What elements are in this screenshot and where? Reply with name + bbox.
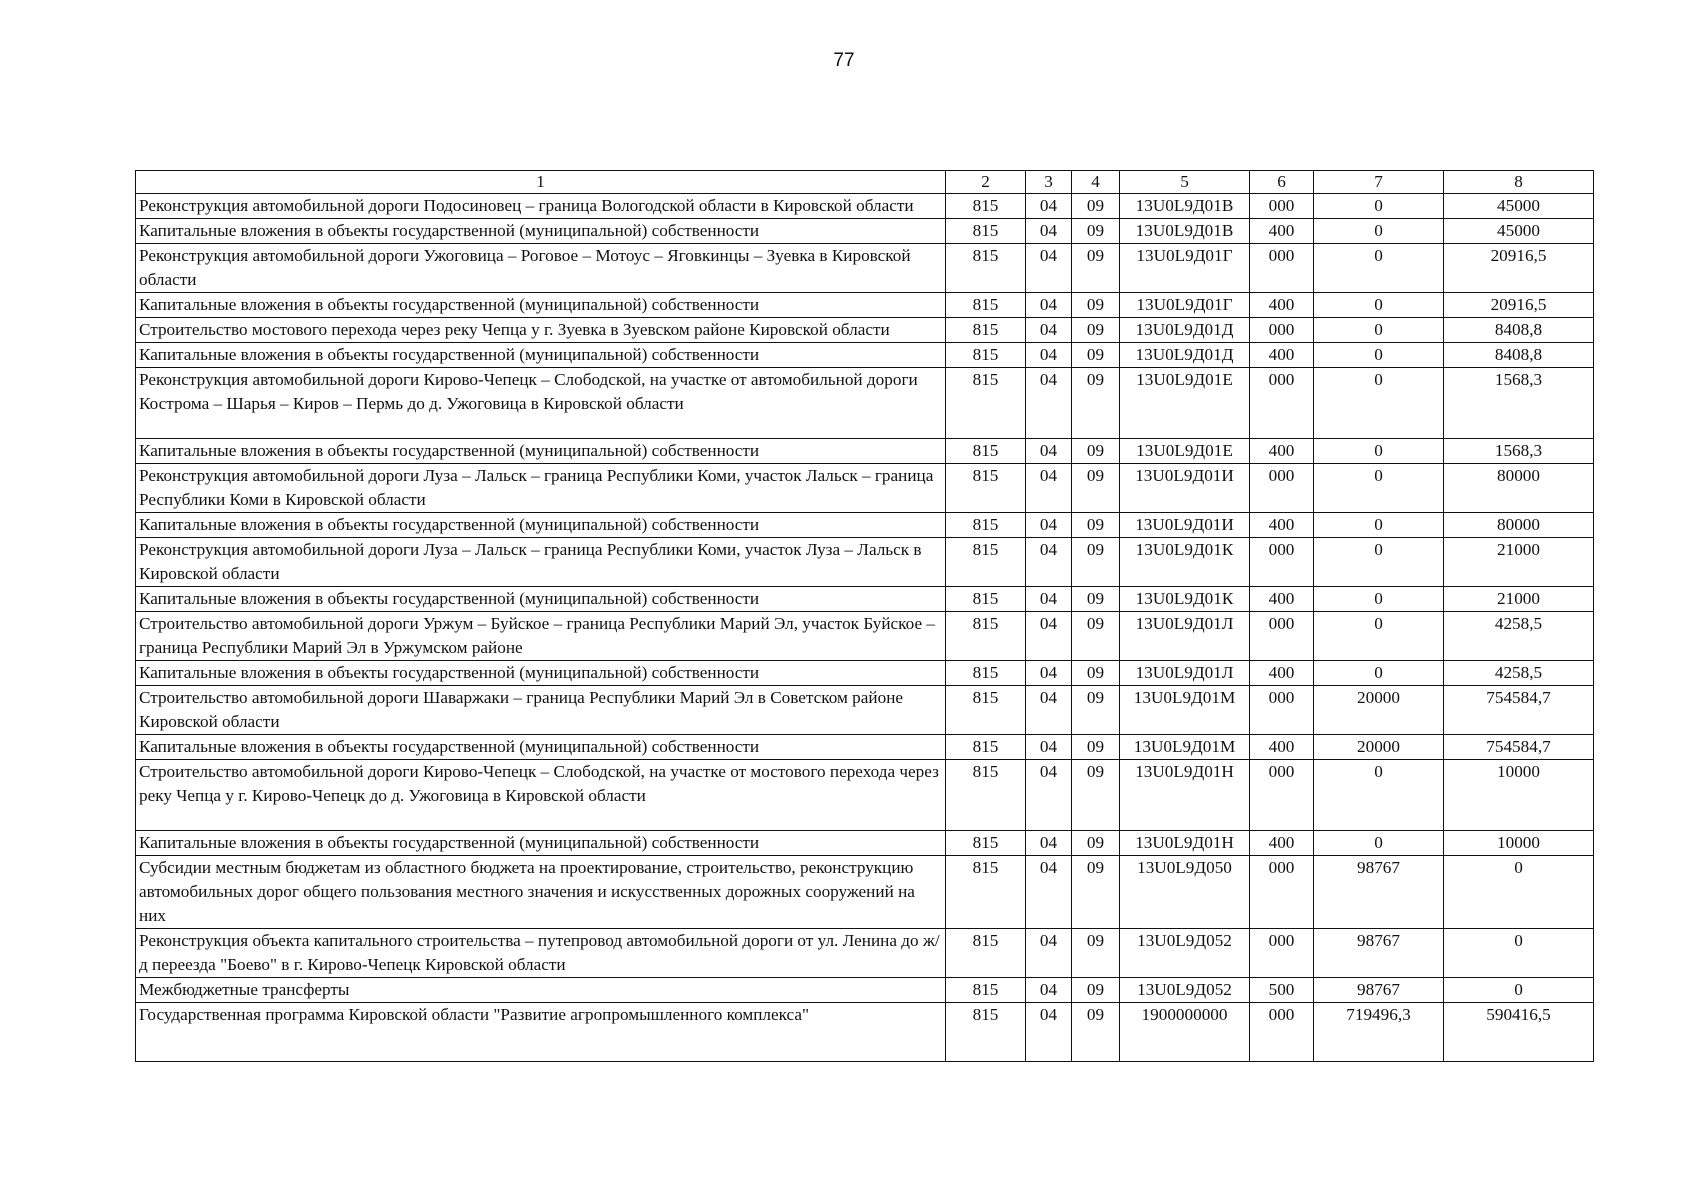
cell-col-5: 13U0L9Д01Г bbox=[1120, 244, 1250, 293]
row-description: Межбюджетные трансферты bbox=[136, 978, 946, 1003]
cell-col-8: 1568,3 bbox=[1444, 368, 1594, 439]
cell-col-5: 13U0L9Д01Н bbox=[1120, 831, 1250, 856]
cell-col-5: 13U0L9Д052 bbox=[1120, 978, 1250, 1003]
cell-col-3: 04 bbox=[1026, 978, 1072, 1003]
cell-col-6: 000 bbox=[1250, 1003, 1314, 1062]
header-row bbox=[136, 171, 1594, 194]
cell-col-8: 754584,7 bbox=[1444, 735, 1594, 760]
cell-col-7: 0 bbox=[1314, 368, 1444, 439]
cell-col-8: 21000 bbox=[1444, 587, 1594, 612]
cell-col-7: 0 bbox=[1314, 194, 1444, 219]
table-row bbox=[136, 1003, 1594, 1062]
table-row bbox=[136, 368, 1594, 439]
cell-col-4: 09 bbox=[1072, 513, 1120, 538]
cell-col-8: 1568,3 bbox=[1444, 439, 1594, 464]
cell-col-8: 80000 bbox=[1444, 464, 1594, 513]
header-cell: 1 bbox=[136, 171, 946, 194]
cell-col-4: 09 bbox=[1072, 612, 1120, 661]
cell-col-5: 13U0L9Д01В bbox=[1120, 219, 1250, 244]
table-row bbox=[136, 343, 1594, 368]
cell-col-8: 4258,5 bbox=[1444, 661, 1594, 686]
row-description: Реконструкция автомобильной дороги Кирово-Чепецк – Слободской, на участке от автомобильной дороги Кострома – Шарья – Киров – Пермь до д. Ужоговица в Кировской области bbox=[136, 368, 946, 439]
budget-table bbox=[135, 170, 1594, 1062]
cell-col-3: 04 bbox=[1026, 219, 1072, 244]
cell-col-7: 0 bbox=[1314, 244, 1444, 293]
table-row bbox=[136, 978, 1594, 1003]
cell-col-3: 04 bbox=[1026, 194, 1072, 219]
cell-col-8: 754584,7 bbox=[1444, 686, 1594, 735]
cell-col-7: 98767 bbox=[1314, 929, 1444, 978]
table-row bbox=[136, 318, 1594, 343]
cell-col-3: 04 bbox=[1026, 587, 1072, 612]
cell-col-2: 815 bbox=[946, 612, 1026, 661]
row-description: Реконструкция автомобильной дороги Луза – Лальск – граница Республики Коми, участок Лальск – граница Республики Коми в Кировской области bbox=[136, 464, 946, 513]
cell-col-3: 04 bbox=[1026, 368, 1072, 439]
cell-col-6: 400 bbox=[1250, 293, 1314, 318]
cell-col-6: 500 bbox=[1250, 978, 1314, 1003]
table-row bbox=[136, 831, 1594, 856]
cell-col-4: 09 bbox=[1072, 686, 1120, 735]
cell-col-6: 400 bbox=[1250, 513, 1314, 538]
cell-col-8: 20916,5 bbox=[1444, 244, 1594, 293]
cell-col-8: 8408,8 bbox=[1444, 318, 1594, 343]
row-description: Реконструкция автомобильной дороги Луза – Лальск – граница Республики Коми, участок Луза – Лальск в Кировской области bbox=[136, 538, 946, 587]
table-row bbox=[136, 464, 1594, 513]
table-row bbox=[136, 587, 1594, 612]
cell-col-4: 09 bbox=[1072, 1003, 1120, 1062]
cell-col-6: 400 bbox=[1250, 831, 1314, 856]
cell-col-8: 10000 bbox=[1444, 831, 1594, 856]
cell-col-8: 45000 bbox=[1444, 219, 1594, 244]
cell-col-8: 0 bbox=[1444, 856, 1594, 929]
row-description: Капитальные вложения в объекты государственной (муниципальной) собственности bbox=[136, 735, 946, 760]
cell-col-8: 0 bbox=[1444, 929, 1594, 978]
cell-col-4: 09 bbox=[1072, 661, 1120, 686]
header-cell: 7 bbox=[1314, 171, 1444, 194]
cell-col-6: 000 bbox=[1250, 760, 1314, 831]
cell-col-5: 13U0L9Д01Е bbox=[1120, 439, 1250, 464]
table-row bbox=[136, 219, 1594, 244]
row-description: Реконструкция автомобильной дороги Подосиновец – граница Вологодской области в Кировской области bbox=[136, 194, 946, 219]
cell-col-6: 000 bbox=[1250, 318, 1314, 343]
cell-col-6: 000 bbox=[1250, 464, 1314, 513]
cell-col-6: 400 bbox=[1250, 343, 1314, 368]
cell-col-7: 0 bbox=[1314, 760, 1444, 831]
row-description: Реконструкция автомобильной дороги Ужоговица – Роговое – Мотоус – Яговкинцы – Зуевка в Кировской области bbox=[136, 244, 946, 293]
row-description: Капитальные вложения в объекты государственной (муниципальной) собственности bbox=[136, 661, 946, 686]
cell-col-4: 09 bbox=[1072, 219, 1120, 244]
cell-col-3: 04 bbox=[1026, 760, 1072, 831]
cell-col-3: 04 bbox=[1026, 464, 1072, 513]
row-description: Капитальные вложения в объекты государственной (муниципальной) собственности bbox=[136, 831, 946, 856]
cell-col-5: 13U0L9Д01И bbox=[1120, 464, 1250, 513]
table-row bbox=[136, 293, 1594, 318]
cell-col-2: 815 bbox=[946, 439, 1026, 464]
cell-col-6: 000 bbox=[1250, 538, 1314, 587]
cell-col-4: 09 bbox=[1072, 244, 1120, 293]
cell-col-3: 04 bbox=[1026, 735, 1072, 760]
cell-col-4: 09 bbox=[1072, 368, 1120, 439]
cell-col-7: 0 bbox=[1314, 464, 1444, 513]
cell-col-4: 09 bbox=[1072, 929, 1120, 978]
cell-col-5: 13U0L9Д01Е bbox=[1120, 368, 1250, 439]
cell-col-4: 09 bbox=[1072, 538, 1120, 587]
cell-col-8: 80000 bbox=[1444, 513, 1594, 538]
cell-col-3: 04 bbox=[1026, 244, 1072, 293]
cell-col-5: 13U0L9Д01Л bbox=[1120, 612, 1250, 661]
cell-col-4: 09 bbox=[1072, 735, 1120, 760]
cell-col-7: 719496,3 bbox=[1314, 1003, 1444, 1062]
row-description: Строительство автомобильной дороги Кирово-Чепецк – Слободской, на участке от мостового перехода через реку Чепца у г. Кирово-Чепецк до д. Ужоговица в Кировской области bbox=[136, 760, 946, 831]
row-description: Капитальные вложения в объекты государственной (муниципальной) собственности bbox=[136, 343, 946, 368]
cell-col-4: 09 bbox=[1072, 194, 1120, 219]
row-description: Субсидии местным бюджетам из областного бюджета на проектирование, строительство, реконструкцию автомобильных дорог общего пользования местного значения и искусственных дорожных сооружений на них bbox=[136, 856, 946, 929]
cell-col-4: 09 bbox=[1072, 439, 1120, 464]
header-cell: 6 bbox=[1250, 171, 1314, 194]
cell-col-4: 09 bbox=[1072, 343, 1120, 368]
row-description: Капитальные вложения в объекты государственной (муниципальной) собственности bbox=[136, 293, 946, 318]
cell-col-7: 20000 bbox=[1314, 735, 1444, 760]
cell-col-5: 13U0L9Д01Д bbox=[1120, 318, 1250, 343]
cell-col-3: 04 bbox=[1026, 538, 1072, 587]
cell-col-8: 45000 bbox=[1444, 194, 1594, 219]
cell-col-8: 590416,5 bbox=[1444, 1003, 1594, 1062]
cell-col-6: 000 bbox=[1250, 612, 1314, 661]
cell-col-5: 13U0L9Д01М bbox=[1120, 686, 1250, 735]
cell-col-5: 13U0L9Д01К bbox=[1120, 587, 1250, 612]
cell-col-3: 04 bbox=[1026, 1003, 1072, 1062]
cell-col-8: 20916,5 bbox=[1444, 293, 1594, 318]
row-description: Строительство мостового перехода через реку Чепца у г. Зуевка в Зуевском районе Кировской области bbox=[136, 318, 946, 343]
cell-col-5: 13U0L9Д050 bbox=[1120, 856, 1250, 929]
cell-col-7: 0 bbox=[1314, 439, 1444, 464]
cell-col-7: 0 bbox=[1314, 513, 1444, 538]
table-row bbox=[136, 760, 1594, 831]
cell-col-4: 09 bbox=[1072, 318, 1120, 343]
cell-col-6: 400 bbox=[1250, 587, 1314, 612]
cell-col-2: 815 bbox=[946, 513, 1026, 538]
cell-col-3: 04 bbox=[1026, 831, 1072, 856]
cell-col-6: 400 bbox=[1250, 439, 1314, 464]
cell-col-3: 04 bbox=[1026, 293, 1072, 318]
header-cell: 4 bbox=[1072, 171, 1120, 194]
cell-col-4: 09 bbox=[1072, 978, 1120, 1003]
cell-col-7: 0 bbox=[1314, 293, 1444, 318]
table-row bbox=[136, 686, 1594, 735]
cell-col-8: 4258,5 bbox=[1444, 612, 1594, 661]
cell-col-7: 98767 bbox=[1314, 856, 1444, 929]
cell-col-7: 0 bbox=[1314, 612, 1444, 661]
cell-col-3: 04 bbox=[1026, 318, 1072, 343]
row-description: Государственная программа Кировской области "Развитие агропромышленного комплекса" bbox=[136, 1003, 946, 1062]
header-cell: 3 bbox=[1026, 171, 1072, 194]
cell-col-2: 815 bbox=[946, 686, 1026, 735]
cell-col-5: 13U0L9Д01В bbox=[1120, 194, 1250, 219]
table-row bbox=[136, 735, 1594, 760]
cell-col-5: 13U0L9Д01Д bbox=[1120, 343, 1250, 368]
cell-col-5: 13U0L9Д01М bbox=[1120, 735, 1250, 760]
cell-col-6: 000 bbox=[1250, 244, 1314, 293]
cell-col-6: 400 bbox=[1250, 661, 1314, 686]
row-description: Капитальные вложения в объекты государственной (муниципальной) собственности bbox=[136, 219, 946, 244]
cell-col-4: 09 bbox=[1072, 464, 1120, 513]
row-description: Капитальные вложения в объекты государственной (муниципальной) собственности bbox=[136, 513, 946, 538]
table-row bbox=[136, 513, 1594, 538]
cell-col-3: 04 bbox=[1026, 513, 1072, 538]
cell-col-2: 815 bbox=[946, 661, 1026, 686]
cell-col-6: 000 bbox=[1250, 686, 1314, 735]
cell-col-7: 0 bbox=[1314, 661, 1444, 686]
cell-col-2: 815 bbox=[946, 587, 1026, 612]
cell-col-5: 13U0L9Д01И bbox=[1120, 513, 1250, 538]
table-row bbox=[136, 244, 1594, 293]
row-description: Капитальные вложения в объекты государственной (муниципальной) собственности bbox=[136, 587, 946, 612]
cell-col-7: 0 bbox=[1314, 587, 1444, 612]
cell-col-2: 815 bbox=[946, 831, 1026, 856]
header-cell: 8 bbox=[1444, 171, 1594, 194]
cell-col-3: 04 bbox=[1026, 856, 1072, 929]
cell-col-3: 04 bbox=[1026, 661, 1072, 686]
cell-col-2: 815 bbox=[946, 244, 1026, 293]
cell-col-3: 04 bbox=[1026, 686, 1072, 735]
table-row bbox=[136, 538, 1594, 587]
cell-col-6: 400 bbox=[1250, 735, 1314, 760]
cell-col-7: 0 bbox=[1314, 318, 1444, 343]
cell-col-2: 815 bbox=[946, 219, 1026, 244]
table-row bbox=[136, 194, 1594, 219]
cell-col-3: 04 bbox=[1026, 612, 1072, 661]
cell-col-4: 09 bbox=[1072, 293, 1120, 318]
cell-col-7: 0 bbox=[1314, 219, 1444, 244]
cell-col-5: 13U0L9Д01Н bbox=[1120, 760, 1250, 831]
table-row bbox=[136, 612, 1594, 661]
cell-col-7: 0 bbox=[1314, 831, 1444, 856]
cell-col-6: 000 bbox=[1250, 368, 1314, 439]
cell-col-6: 000 bbox=[1250, 194, 1314, 219]
table-row bbox=[136, 856, 1594, 929]
cell-col-2: 815 bbox=[946, 293, 1026, 318]
cell-col-5: 13U0L9Д052 bbox=[1120, 929, 1250, 978]
table-row bbox=[136, 661, 1594, 686]
cell-col-5: 13U0L9Д01Г bbox=[1120, 293, 1250, 318]
cell-col-8: 21000 bbox=[1444, 538, 1594, 587]
cell-col-2: 815 bbox=[946, 318, 1026, 343]
header-cell: 2 bbox=[946, 171, 1026, 194]
cell-col-2: 815 bbox=[946, 538, 1026, 587]
cell-col-2: 815 bbox=[946, 735, 1026, 760]
header-cell: 5 bbox=[1120, 171, 1250, 194]
row-description: Реконструкция объекта капитального строительства – путепровод автомобильной дороги от ул. Ленина до ж/д переезда "Боево" в г. Кирово-Чепецк Кировской области bbox=[136, 929, 946, 978]
cell-col-2: 815 bbox=[946, 978, 1026, 1003]
cell-col-8: 8408,8 bbox=[1444, 343, 1594, 368]
cell-col-3: 04 bbox=[1026, 343, 1072, 368]
cell-col-5: 13U0L9Д01Л bbox=[1120, 661, 1250, 686]
cell-col-4: 09 bbox=[1072, 760, 1120, 831]
row-description: Капитальные вложения в объекты государственной (муниципальной) собственности bbox=[136, 439, 946, 464]
cell-col-2: 815 bbox=[946, 194, 1026, 219]
row-description: Строительство автомобильной дороги Шаваржаки – граница Республики Марий Эл в Советском районе Кировской области bbox=[136, 686, 946, 735]
cell-col-3: 04 bbox=[1026, 929, 1072, 978]
cell-col-2: 815 bbox=[946, 856, 1026, 929]
cell-col-7: 0 bbox=[1314, 343, 1444, 368]
cell-col-5: 1900000000 bbox=[1120, 1003, 1250, 1062]
cell-col-4: 09 bbox=[1072, 831, 1120, 856]
cell-col-8: 10000 bbox=[1444, 760, 1594, 831]
cell-col-7: 0 bbox=[1314, 538, 1444, 587]
row-description: Строительство автомобильной дороги Уржум – Буйское – граница Республики Марий Эл, участок Буйское – граница Республики Марий Эл в Уржумском районе bbox=[136, 612, 946, 661]
cell-col-4: 09 bbox=[1072, 587, 1120, 612]
cell-col-6: 000 bbox=[1250, 856, 1314, 929]
cell-col-2: 815 bbox=[946, 929, 1026, 978]
cell-col-2: 815 bbox=[946, 464, 1026, 513]
cell-col-7: 20000 bbox=[1314, 686, 1444, 735]
cell-col-2: 815 bbox=[946, 368, 1026, 439]
cell-col-8: 0 bbox=[1444, 978, 1594, 1003]
cell-col-3: 04 bbox=[1026, 439, 1072, 464]
cell-col-4: 09 bbox=[1072, 856, 1120, 929]
cell-col-7: 98767 bbox=[1314, 978, 1444, 1003]
table-row bbox=[136, 439, 1594, 464]
cell-col-2: 815 bbox=[946, 343, 1026, 368]
page-number: 77 bbox=[833, 50, 855, 71]
cell-col-2: 815 bbox=[946, 760, 1026, 831]
cell-col-5: 13U0L9Д01К bbox=[1120, 538, 1250, 587]
cell-col-6: 400 bbox=[1250, 219, 1314, 244]
cell-col-6: 000 bbox=[1250, 929, 1314, 978]
cell-col-2: 815 bbox=[946, 1003, 1026, 1062]
table-row bbox=[136, 929, 1594, 978]
